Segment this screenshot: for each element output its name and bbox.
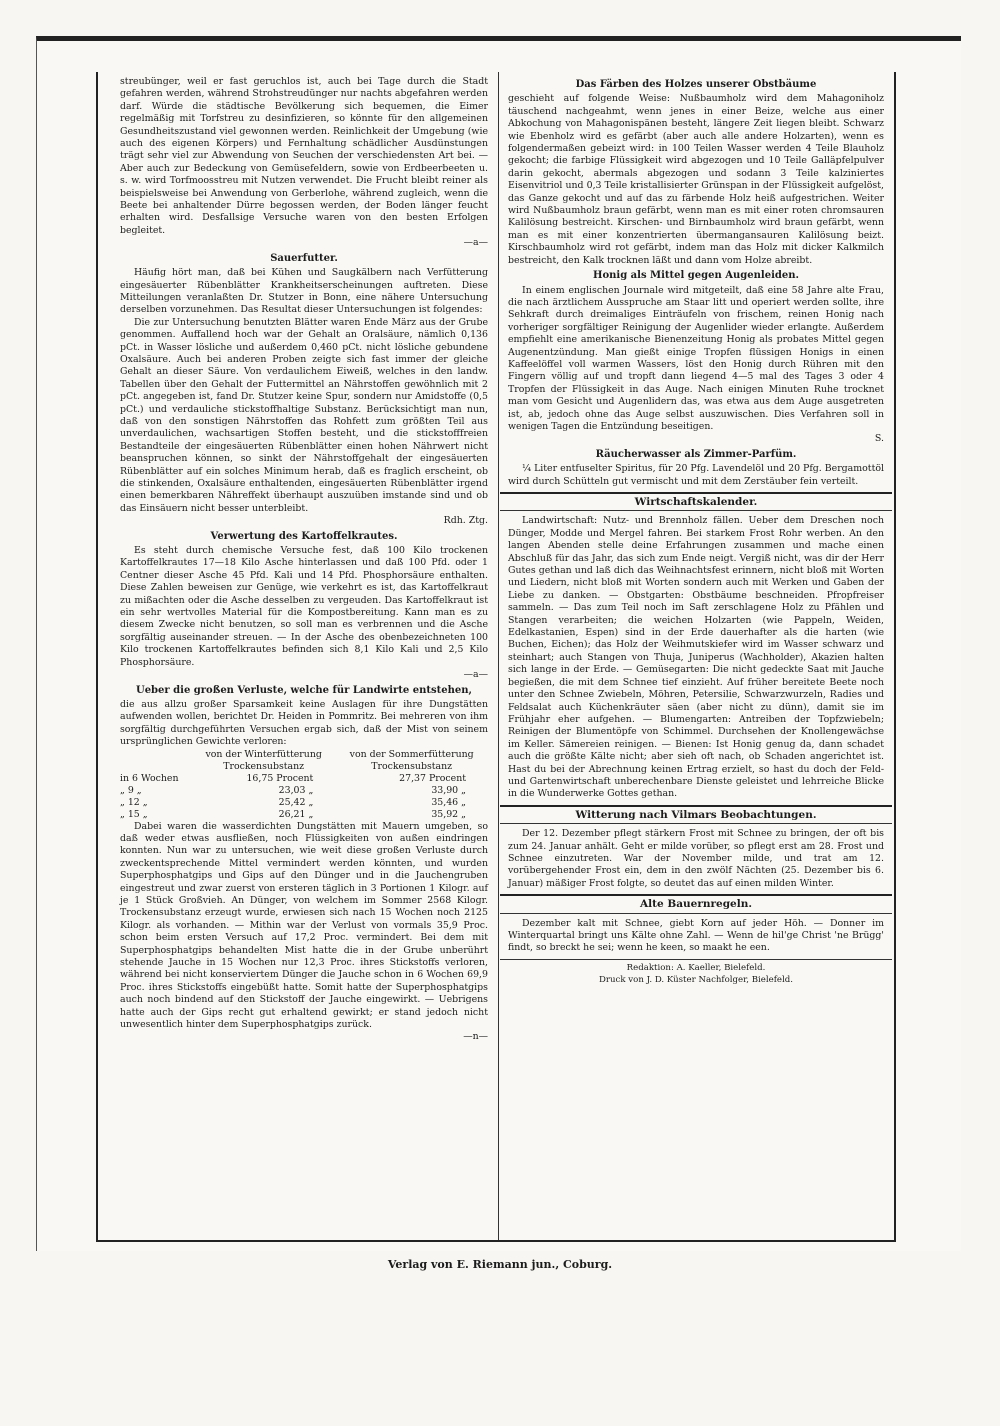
left-border — [96, 72, 98, 1242]
table-subheader: Trockensubstanz — [371, 760, 453, 772]
article-heading: Verwertung des Kartoffelkrautes. — [210, 530, 398, 542]
article-heading: Ueber die großen Verluste, welche für Landwirte entstehen, — [135, 684, 473, 696]
table-cell: „ 12 „ — [120, 796, 148, 808]
article-paragraph: Der 12. Dezember pflegt stärkern Frost mit Schnee zu bringen, der oft bis zum 24. Januar anhält. Geht er milde vorüber, so pflegt erst am 28. Frost und Schnee einzutreten. War der November milde, und trat am 12. vorübergehender Frost ein, dem in den zwölf Nächten (25. Dezember bis 6. Januar) mäßiger Frost folgte, so deutet das auf einen milden Winter. — [508, 828, 884, 889]
section-title: Witterung nach Vilmars Beobachtungen. — [500, 805, 892, 824]
printer-line: Druck von J. D. Küster Nachfolger, Bielefeld. — [599, 975, 793, 986]
signature: —n— — [463, 1031, 488, 1043]
article-paragraph: Häufig hört man, daß bei Kühen und Saugkälbern nach Verfütterung eingesäuerter Rübenblätter Krankheitserscheinungen auftreten. Diese Mitteilungen veranlaßten Dr. Stutzer in Bonn, eine nähere Untersuchung derselben vorzunehmen. Das Resultat dieser Untersuchungen ist folgendes: — [120, 267, 488, 316]
table-row — [120, 773, 488, 785]
divider — [500, 959, 892, 960]
right-column — [508, 76, 884, 987]
publisher-line: Verlag von E. Riemann jun., Coburg. — [387, 1258, 613, 1271]
table-row — [120, 797, 488, 809]
article-paragraph: ¼ Liter entfuselter Spiritus, für 20 Pfg. Lavendelöl und 20 Pfg. Bergamottöl wird durch Schütteln gut vermischt und mit dem Zerstäuber fein verteilt. — [508, 463, 884, 487]
table-header-row — [120, 749, 488, 761]
article-paragraph: die aus allzu großer Sparsamkeit keine Auslagen für ihre Dungstätten aufwenden wollen, berichtet Dr. Heiden in Pommritz. Bei mehreren von ihm sorgfältig durchgeführten Versuchen ergab sich, daß der Mist von seinem ursprünglichen Gewichte verloren: — [120, 698, 488, 748]
signature: S. — [874, 433, 884, 445]
table-header: von der Winterfütterung — [205, 748, 322, 760]
article-paragraph: Es steht durch chemische Versuche fest, daß 100 Kilo trockenen Kartoffelkrautes 17—18 Kilo Asche hinterlassen und daß 100 Pfd. oder 1 Centner dieser Asche 45 Pfd. Kali und 14 Pfd. Phosphorsäure enthalten. Diese Zahlen beweisen zur Genüge, wie verkehrt es ist, das Kartoffelkraut zu mißachten oder die Asche desselben zu vergeuden. Das Kartoffelkraut ist ein sehr wertvolles Material für die Kompostbereitung. Kann man es zu diesem Zwecke nicht benutzen, so soll man es verbrennen und die Asche sorgfältig auseinander streuen. — In der Asche des obenbezeichneten 100 Kilo trockenen Kartoffelkrautes befinden sich 8,1 Kilo Kali und 2,5 Kilo Phosphorsäure. — [120, 545, 488, 668]
table-cell: 27,37 Procent — [399, 772, 466, 784]
table-cell: „ 9 „ — [120, 784, 142, 796]
article-paragraph: geschieht auf folgende Weise: Nußbaumholz wird dem Mahagoniholz täuschend nachgeahmt, wenn jenes in einer Beize, welche aus einer Abkochung von Mahagonispänen besteht, längere Zeit liegen bleibt. Schwarz wie Ebenholz wird es gefärbt (aber auch alle andere Holzarten), wenn es folgendermaßen gebeizt wird: in 100 Teilen Wasser werden 4 Teile Blauholz gekocht; die farbige Flüssigkeit wird abgezogen und 10 Teile Galläpfelpulver darin gekocht, abermals abgezogen und sodann 3 Teile kalziniertes Eisenvitriol und 0,3 Teile kristallisierter Grünspan in der Flüssigkeit aufgelöst, das Ganze gekocht und auf das zu färbende Holz heiß aufgestrichen. Weiter wird Nußbaumholz braun gefärbt, wenn man es mit einer roten chromsauren Kalilösung bestreicht. Kirschen- und Birnbaumholz wird braun gefärbt, wenn man es mit einer konzentrierten übermangansauren Kalilösung beizt. Kirschbaumholz wird rot gefärbt, indem man das Holz mit dicker Kalkmilch bestreicht, den Kalk trocknen läßt und dann vom Holze abreibt. — [508, 93, 884, 266]
section-title: Alte Bauernregeln. — [500, 894, 892, 913]
article-heading: Sauerfutter. — [270, 252, 338, 264]
article-paragraph: Dabei waren die wasserdichten Dungstätten mit Mauern umgeben, so daß weder etwas ausfließen, noch Flüssigkeiten von außen eindringen konnten. Nun war zu untersuchen, wie weit diese großen Verluste durch zweckentsprechende Mittel vermindert werden könnten, und wurden Superphosphatgips und Gips auf den Dünger und in die Jauchengruben eingestreut und zwar zuerst von ersteren täglich in 3 Portionen 1 Kilogr. auf je 1 Stück Großvieh. An Dünger, von welchem im Sommer 2568 Kilogr. Trockensubstanz erzeugt wurde, erwiesen sich nach 15 Wochen noch 2125 Kilogr. als vorhanden. — Mithin war der Verlust von vormals 35,9 Proc. schon beim ersten Versuch auf 17,2 Proc. vermindert. Bei dem mit Superphosphatgips behandelten Mist hatte die in der Grube unberührt stehende Jauche in 15 Wochen nur 12,3 Proc. ihres Stickstoffs verloren, während bei nicht konserviertem Dünger die Jauche schon in 6 Wochen 69,9 Proc. ihres Stickstoffs eingebüßt hatte. Somit hatte der Superphosphatgips auch noch bindend auf den Stickstoff der Jauche eingewirkt. — Uebrigens hatte auch der Gips recht gut erhaltend gewirkt; er stand jedoch nicht unwesentlich hinter dem Superphosphatgips zurück. — [120, 820, 488, 1031]
table-cell: 26,21 „ — [278, 808, 314, 820]
table-cell: 16,75 Procent — [246, 772, 314, 784]
article-heading: Räucherwasser als Zimmer-Parfüm. — [595, 448, 797, 460]
left-column — [120, 76, 488, 1044]
table-subheader: Trockensubstanz — [223, 760, 305, 772]
bottom-rule — [96, 1240, 896, 1242]
section-title: Wirtschaftskalender. — [500, 492, 892, 511]
signature: Rdh. Ztg. — [443, 515, 488, 527]
signature: —a— — [463, 237, 488, 249]
article-paragraph: Die zur Untersuchung benutzten Blätter waren Ende März aus der Grube genommen. Auffallend hoch war der Gehalt an Oralsäure, nämlich 0,136 pCt. in Wasser lösliche und außerdem 0,460 pCt. nicht lösliche gebundene Oxalsäure. Auch bei anderen Proben zeigte sich fast immer der gleiche Gehalt an dieser Säure. Von verdaulichem Eiweiß, welches in den landw. Tabellen über den Gehalt der Futtermittel an Nährstoffen gewöhnlich mit 2 pCt. angegeben ist, fand Dr. Stutzer keine Spur, sondern nur Amidstoffe (0,5 pCt.) und verdauliche stickstoffhaltige Substanz. Berücksichtigt man nun, daß von den sonstigen Nährstoffen das Rohfett zum größten Teil aus unverdaulichen, wachsartigen Stoffen besteht, und die stickstofffreien Bestandteile der eingesäuerten Rübenblätter einen hohen Nährwert nicht beanspruchen können, so sinkt der Nährstoffgehalt der eingesäuerten Rübenblätter auf ein solches Minimum herab, daß es fraglich erscheint, ob die stinkenden, Oxalsäure enthaltenden, eingesäuerten Rübenblätter irgend einen bemerkbaren Nähreffekt überhaupt auszuüben imstande sind und ob das Einsäuern nicht besser unterbleibt. — [120, 316, 488, 514]
table-subheader-row — [120, 761, 488, 773]
table-row — [120, 809, 488, 821]
column-divider — [498, 72, 499, 1242]
newspaper-page — [96, 72, 896, 1242]
table-cell: „ 15 „ — [120, 808, 148, 820]
article-paragraph: In einem englischen Journale wird mitgeteilt, daß eine 58 Jahre alte Frau, die nach ärztlichem Ausspruche am Staar litt und operiert werden sollte, ihre Sehkraft durch dreimaliges Einträufeln von frischem, reinen Honig nach vorheriger sorgfältiger Reinigung der Augenlider wieder erlangte. Außerdem empfiehlt eine amerikanische Bienenzeitung Honig als probates Mittel gegen Augenentzündung. Man gießt einige Tropfen flüssigen Honigs in einen Kaffeelöffel voll warmen Wassers, löst den Honig durch Rühren mit den Fingern völlig auf und tropft dann liegend 4—5 mal des Tages 3 oder 4 Tropfen der Flüssigkeit in das Auge. Nach einigen Minuten Ruhe trocknet man vom Gesicht und Augenlidern das, was etwa aus dem Auge ausgetreten ist, ab, jedoch ohne das Auge selbst auszuwischen. Dies Verfahren soll in wenigen Tagen die Entzündung beseitigen. — [508, 284, 884, 432]
table-cell: 23,03 „ — [278, 784, 314, 796]
table-cell: 35,46 „ — [431, 796, 466, 808]
article-paragraph: streubünger, weil er fast geruchlos ist, auch bei Tage durch die Stadt gefahren werden, während Strohstreudünger nur nachts abgefahren werden darf. Würde die städtische Bevölkerung sich bequemen, die Eimer regelmäßig mit Torfstreu zu desinfizieren, so könnte für den allgemeinen Gesundheitszustand viel gewonnen werden. Reinlichkeit der Umgebung (wie auch des eigenen Körpers) und Fernhaltung schädlicher Ausdünstungen trägt sehr viel zur Abwendung von Seuchen der verschiedensten Art bei. — Aber auch zur Bedeckung von Gemüsefeldern, sowie von Erdbeerbeeten u. s. w. wird Torfmoosstreu mit Nutzen verwendet. Die Frucht bleibt reiner als beispielsweise bei Anwendung von Gerberlohe, während zugleich, wenn die Beete bei anhaltender Dürre begossen werden, der Boden länger feucht erhalten wird. Desfallsige Versuche waren von den besten Erfolgen begleitet. — [120, 76, 488, 236]
article-paragraph: Landwirtschaft: Nutz- und Brennholz fällen. Ueber dem Dreschen noch Dünger, Modde und Mergel fahren. Bei starkem Frost Rohr werben. An den langen Abenden stelle deine Erfahrungen zusammen und mache einen Abschluß für das Jahr, das sich zum Ende neigt. Vergiß nicht, was dir der Herr Gutes gethan und laß dich das Weihnachtsfest erinnern, nicht bloß mit Worten und Liedern, nicht bloß mit Worten sondern auch mit Werken und Gaben der Liebe zu danken. — Obstgarten: Obstbäume beschneiden. Pfropfreiser sammeln. — Das zum Teil noch im Saft zerschlagene Holz zu Pfählen und Stangen verarbeiten; die weichen Holzarten (wie Pappeln, Weiden, Edelkastanien, Espen) sind in der Erde dauerhafter als die harten (wie Buchen, Eichen); das Holz der Weihmutskiefer wird im Wasser schwarz und steinhart; auch Stangen von Thuja, Juniperus (Wachholder), Akazien halten sich lange in der Erde. — Gemüsegarten: Die nicht gedeckte Saat mit Jauche begießen, die mit dem Schnee tief einzieht. Auf früher bereitete Beete noch unter den Schnee Zwiebeln, Möhren, Petersilie, Schwarzwurzeln, Radies und Feldsalat auch Küchenkräuter säen (aber nicht zu dünn), damit sie im Frühjahr eher aufgehen. — Blumengarten: Antreiben der Topfzwiebeln; Reinigen der Blumentöpfe von Schimmel. Durchsehen der Knollengewächse im Keller. Sämereien reinigen. — Bienen: Ist Honig genug da, dann schadet auch die größte Kälte nicht; aber sieh oft nach, ob Schaden angerichtet ist. Hast du bei der Abrechnung keinen Ertrag erzielt, so hast du doch der Feld- und Gartenwirtschaft unberechenbare Dienste geleistet und lehrreiche Blicke in die Wunderwerke Gottes gethan. — [508, 515, 884, 800]
article-paragraph: Dezember kalt mit Schnee, giebt Korn auf jeder Höh. — Donner im Winterquartal bringt uns Kälte ohne Zahl. — Wenn de hil'ge Christ 'ne Brügg' findt, so breckt he sei; wenn he keen, so maakt he een. — [508, 917, 884, 954]
signature: —a— — [463, 669, 488, 681]
article-heading: Das Färben des Holzes unserer Obstbäume — [575, 79, 817, 90]
editor-line: Redaktion: A. Kaeller, Bielefeld. — [626, 962, 766, 973]
table-row — [120, 785, 488, 797]
loss-table — [120, 749, 488, 821]
table-cell: 25,42 „ — [278, 796, 314, 808]
table-cell: 35,92 „ — [431, 808, 466, 820]
table-cell: 33,90 „ — [431, 784, 466, 796]
right-border — [894, 72, 896, 1242]
table-cell: in 6 Wochen — [120, 772, 179, 784]
article-heading: Honig als Mittel gegen Augenleiden. — [593, 270, 799, 282]
table-header: von der Sommerfütterung — [349, 748, 474, 760]
